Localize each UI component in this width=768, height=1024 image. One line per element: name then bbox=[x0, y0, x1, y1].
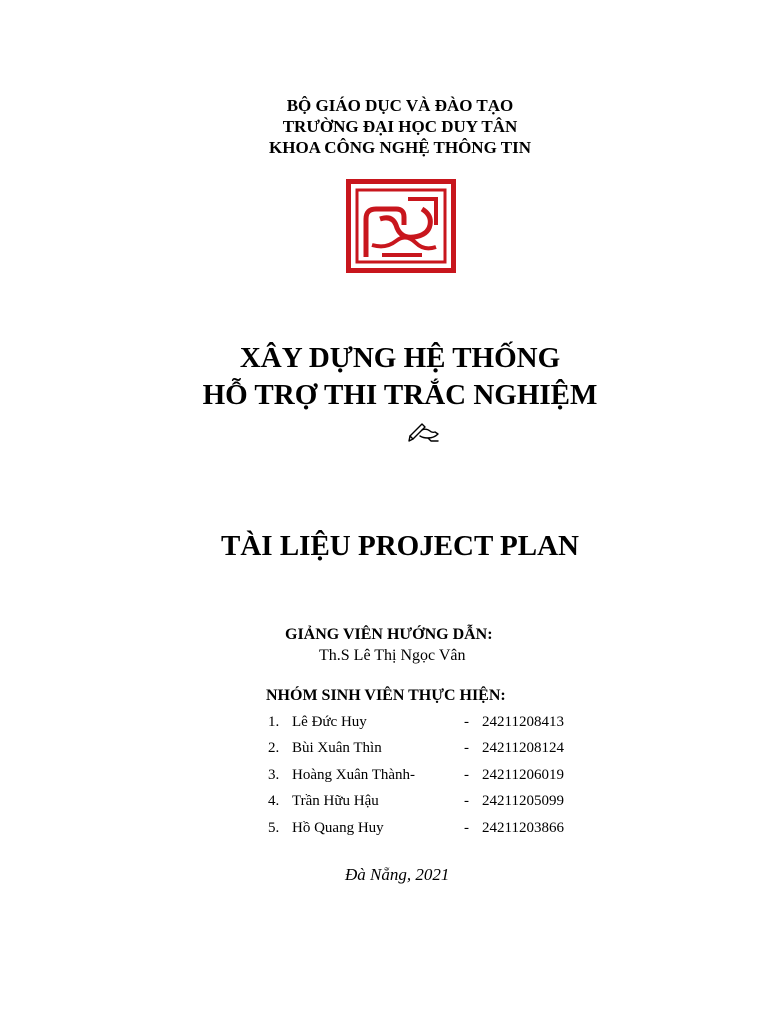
member-name: Trần Hữu Hậu bbox=[292, 793, 379, 809]
institution-header bbox=[0, 95, 768, 158]
member-student-id: 24211206019 bbox=[482, 767, 564, 783]
faculty-name: KHOA CÔNG NGHỆ THÔNG TIN bbox=[269, 138, 531, 157]
advisor-heading: GIẢNG VIÊN HƯỚNG DẪN: bbox=[285, 626, 493, 643]
place-and-date: Đà Nẵng, 2021 bbox=[345, 865, 450, 884]
member-student-id: 24211205099 bbox=[482, 793, 564, 809]
team-member-row bbox=[268, 711, 588, 733]
team-member-row bbox=[268, 817, 588, 839]
member-student-id: 24211208413 bbox=[482, 714, 564, 730]
member-number: 3. bbox=[268, 767, 280, 783]
university-name: TRƯỜNG ĐẠI HỌC DUY TÂN bbox=[282, 117, 518, 136]
member-separator: - bbox=[464, 740, 469, 756]
member-separator: - bbox=[464, 820, 469, 836]
member-number: 2. bbox=[268, 740, 280, 756]
member-name: Hồ Quang Huy bbox=[292, 820, 384, 836]
member-name: Hoàng Xuân Thành- bbox=[292, 767, 416, 783]
member-separator: - bbox=[464, 714, 469, 730]
team-member-row bbox=[268, 737, 588, 759]
member-separator: - bbox=[464, 793, 469, 809]
project-title-line-1: XÂY DỰNG HỆ THỐNG bbox=[239, 342, 561, 374]
advisor-name: Th.S Lê Thị Ngọc Vân bbox=[319, 647, 466, 664]
team-member-row bbox=[268, 764, 588, 786]
ministry-name: BỘ GIÁO DỤC VÀ ĐÀO TẠO bbox=[286, 96, 514, 115]
university-emblem-icon bbox=[346, 179, 456, 273]
member-name: Lê Đức Huy bbox=[292, 714, 367, 730]
member-number: 5. bbox=[268, 820, 280, 836]
member-number: 4. bbox=[268, 793, 280, 809]
project-title bbox=[0, 340, 768, 414]
team-member-row bbox=[268, 790, 588, 812]
member-student-id: 24211208124 bbox=[482, 740, 564, 756]
member-separator: - bbox=[464, 767, 469, 783]
writing-hand-icon bbox=[408, 420, 440, 442]
member-name: Bùi Xuân Thìn bbox=[292, 740, 382, 756]
document-type-title: TÀI LIỆU PROJECT PLAN bbox=[221, 530, 579, 562]
member-number: 1. bbox=[268, 714, 280, 730]
team-heading: NHÓM SINH VIÊN THỰC HIỆN: bbox=[266, 687, 506, 704]
project-title-line-2: HỖ TRỢ THI TRẮC NGHIỆM bbox=[202, 379, 598, 411]
member-student-id: 24211203866 bbox=[482, 820, 564, 836]
